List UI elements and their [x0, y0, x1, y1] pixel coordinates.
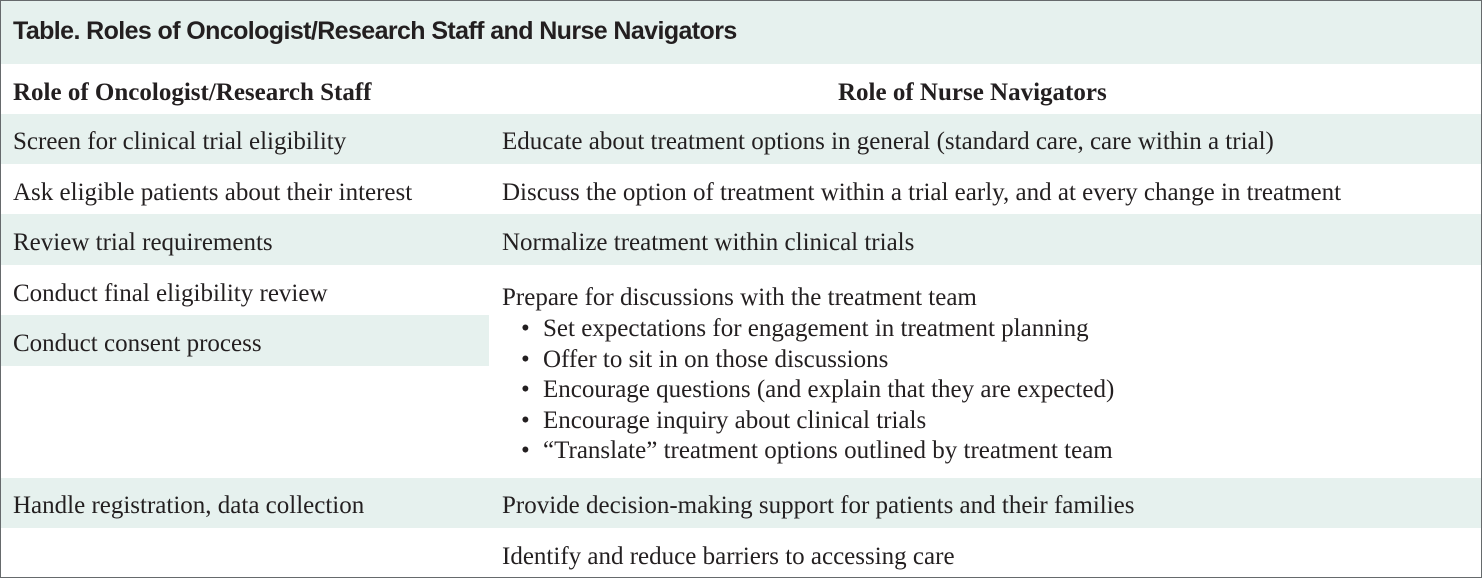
bullet-item: • Encourage questions (and explain that they are expected)	[521, 375, 1114, 406]
bullet-list	[521, 314, 1114, 467]
row-2-left: Ask eligible patients about their interest	[13, 179, 413, 206]
bullet-glyph: •	[521, 376, 530, 404]
bullet-glyph: •	[521, 437, 530, 465]
row-4-left: Conduct final eligibility review	[13, 280, 328, 307]
row-6-left: Handle registration, data collection	[13, 492, 365, 519]
row-6-right: Provide decision-making support for patients and their families	[502, 492, 1135, 519]
row-2-right: Discuss the option of treatment within a trial early, and at every change in treatment	[502, 179, 1342, 206]
bullet-item: • “Translate” treatment options outlined by treatment team	[521, 436, 1114, 467]
row-3-left: Review trial requirements	[13, 229, 273, 256]
row-5-left: Conduct consent process	[13, 330, 262, 357]
row-1-right: Educate about treatment options in general (standard care, care within a trial)	[502, 128, 1274, 155]
bullet-glyph: •	[521, 406, 530, 434]
bullet-glyph: •	[521, 315, 530, 342]
row-3-right: Normalize treatment within clinical trials	[502, 229, 915, 256]
header-right: Role of Nurse Navigators	[838, 79, 1107, 106]
bullet-item: • Offer to sit in on those discussions	[521, 345, 1114, 376]
row-1-left: Screen for clinical trial eligibility	[13, 128, 347, 155]
table-title: Table. Roles of Oncologist/Research Staff and Nurse Navigators	[13, 17, 737, 45]
row-4-right: Prepare for discussions with the treatment team	[502, 284, 977, 311]
bullet-item: • Encourage inquiry about clinical trials	[521, 406, 1114, 437]
header-left: Role of Oncologist/Research Staff	[13, 79, 372, 106]
bullet-item: • Set expectations for engagement in treatment planning	[521, 314, 1114, 345]
row-7-right: Identify and reduce barriers to accessing care	[502, 543, 955, 570]
bullet-glyph: •	[521, 345, 530, 373]
